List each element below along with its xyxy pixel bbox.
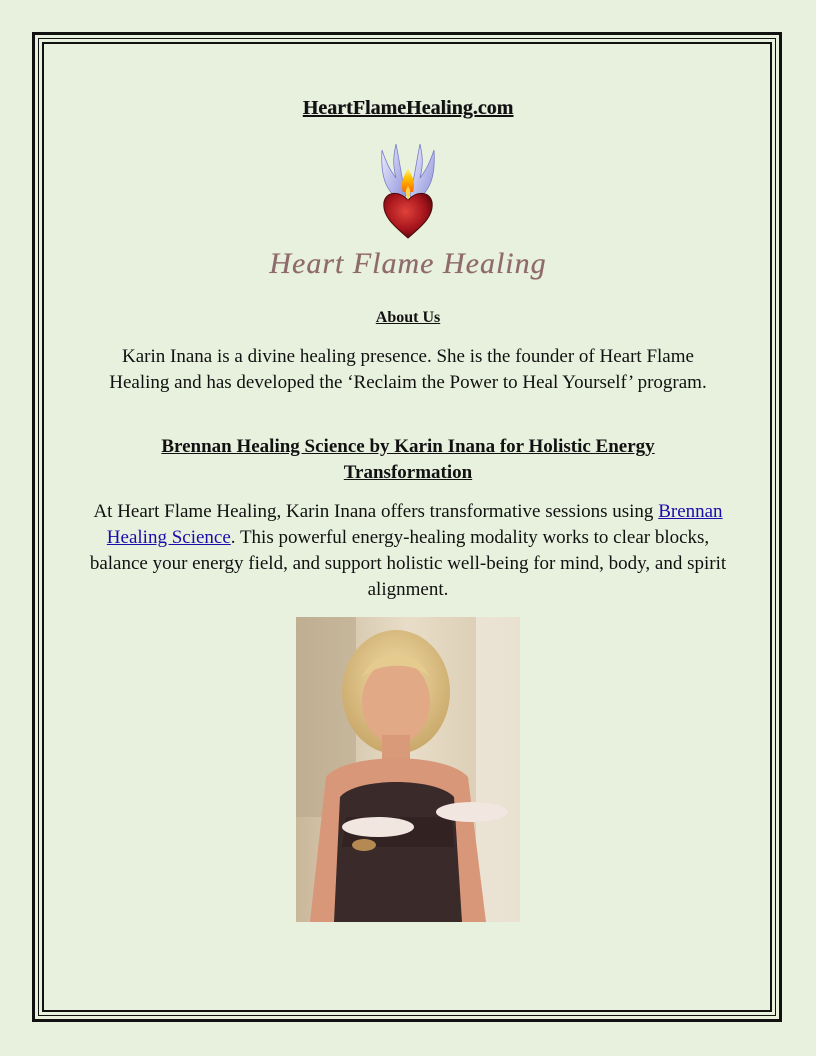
about-heading: About Us	[375, 309, 441, 326]
section-heading: Brennan Healing Science by Karin Inana for Holistic Energy Transformation	[161, 436, 655, 483]
site-title[interactable]: HeartFlameHealing.com	[302, 97, 514, 119]
section-text-after-link: . This powerful energy-healing modality works to clear blocks, balance your energy field, and support holistic well-being for mind, body, and spirit alignment.	[89, 527, 727, 600]
logo-script-text: Heart Flame Healing	[269, 247, 547, 280]
section-paragraph	[88, 499, 728, 603]
winged-flaming-heart-icon	[358, 140, 458, 242]
brennan-healing-science-link[interactable]: Brennan Healing Science	[106, 501, 723, 548]
about-paragraph: Karin Inana is a divine healing presence. She is the founder of Heart Flame Healing and has developed the ‘Reclaim the Power to Heal Yourself’ program.	[109, 346, 707, 393]
section-text-before-link: At Heart Flame Healing, Karin Inana offers transformative sessions using	[93, 501, 659, 522]
portrait-photo	[296, 617, 520, 922]
